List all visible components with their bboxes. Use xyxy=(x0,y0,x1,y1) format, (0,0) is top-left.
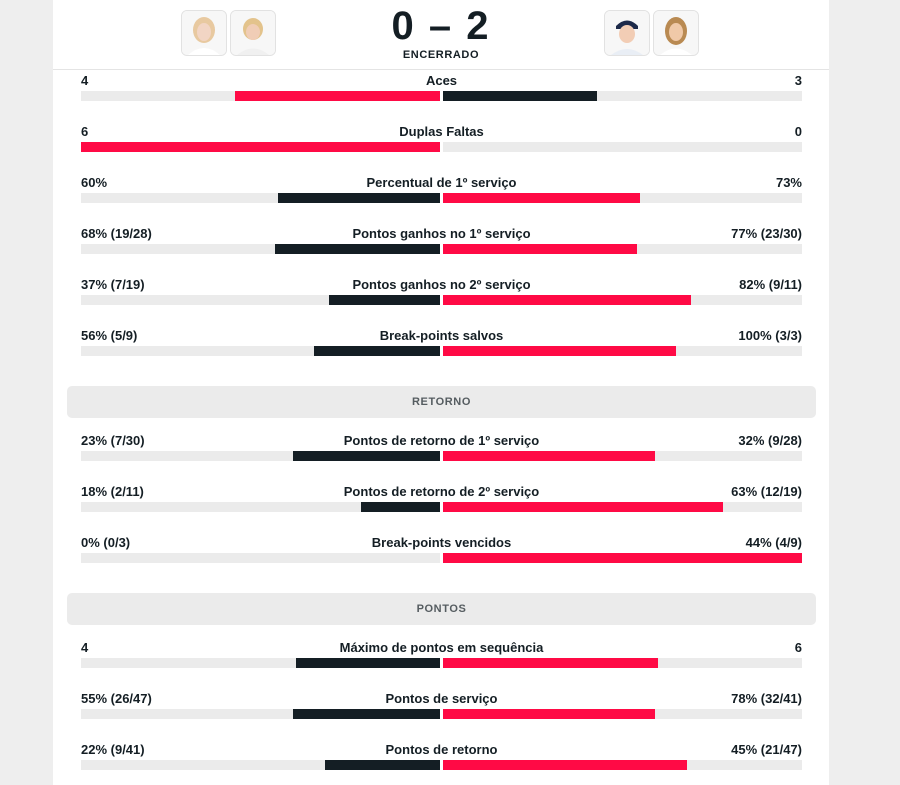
stat-left-value: 37% (7/19) xyxy=(81,277,145,292)
stat-right-value: 32% (9/28) xyxy=(738,433,802,448)
stat-left-track xyxy=(81,553,440,563)
stat-left-track xyxy=(81,760,440,770)
stat-name: Break-points salvos xyxy=(379,328,504,343)
stat-left-bar xyxy=(293,451,440,461)
stat-left-bar xyxy=(361,502,440,512)
stat-right-value: 6 xyxy=(794,640,802,655)
stat-right-value: 44% (4/9) xyxy=(745,535,802,550)
stat-left-track xyxy=(81,502,440,512)
stat-left-bar xyxy=(325,760,440,770)
stat-right-bar xyxy=(443,91,597,101)
match-score: 0 – 2 xyxy=(391,4,491,48)
stat-left-bar xyxy=(275,244,440,254)
section-header: RETORNO xyxy=(67,386,816,418)
stat-right-track xyxy=(443,553,802,563)
stat-right-value: 77% (23/30) xyxy=(731,226,802,241)
stat-row xyxy=(81,742,802,782)
stat-name: Pontos de retorno de 1º serviço xyxy=(343,433,540,448)
stat-right-bar xyxy=(443,244,637,254)
stat-right-bar xyxy=(443,451,655,461)
stat-left-bar xyxy=(296,658,440,668)
stat-right-track xyxy=(443,91,802,101)
stat-left-value: 6 xyxy=(81,124,89,139)
stat-right-track xyxy=(443,451,802,461)
stat-right-track xyxy=(443,295,802,305)
stat-name: Pontos de retorno de 2º serviço xyxy=(343,484,540,499)
stat-left-bar xyxy=(235,91,440,101)
stat-right-bar xyxy=(443,658,658,668)
stat-right-bar xyxy=(443,193,640,203)
player-avatar[interactable] xyxy=(653,10,699,56)
stat-left-bar xyxy=(278,193,440,203)
stat-right-value: 100% (3/3) xyxy=(738,328,802,343)
stat-row xyxy=(81,640,802,680)
stat-left-bar xyxy=(314,346,440,356)
stat-row xyxy=(81,691,802,731)
stat-left-track xyxy=(81,193,440,203)
stat-right-value: 45% (21/47) xyxy=(731,742,802,757)
stat-right-value: 3 xyxy=(794,73,802,88)
match-status: ENCERRADO xyxy=(402,49,480,61)
stat-left-track xyxy=(81,346,440,356)
stat-left-value: 4 xyxy=(81,640,89,655)
stat-left-bar xyxy=(81,142,440,152)
stat-right-bar xyxy=(443,346,676,356)
stat-name: Pontos ganhos no 2º serviço xyxy=(352,277,531,292)
stat-right-track xyxy=(443,142,802,152)
stat-row xyxy=(81,433,802,473)
stat-row xyxy=(81,277,802,317)
stat-row xyxy=(81,124,802,164)
stat-name: Pontos de retorno xyxy=(385,742,498,757)
stat-name: Pontos ganhos no 1º serviço xyxy=(352,226,531,241)
stat-right-track xyxy=(443,709,802,719)
stat-right-track xyxy=(443,244,802,254)
stat-row xyxy=(81,484,802,524)
stat-name: Duplas Faltas xyxy=(399,124,484,139)
stat-name: Break-points vencidos xyxy=(371,535,512,550)
stat-right-value: 63% (12/19) xyxy=(731,484,802,499)
stat-left-value: 55% (26/47) xyxy=(81,691,152,706)
stat-left-track xyxy=(81,709,440,719)
stat-left-track xyxy=(81,91,440,101)
stat-row xyxy=(81,73,802,113)
stat-left-track xyxy=(81,295,440,305)
player-avatar[interactable] xyxy=(604,10,650,56)
player-avatar-icon xyxy=(654,11,698,55)
stat-name: Percentual de 1º serviço xyxy=(366,175,517,190)
stat-right-value: 78% (32/41) xyxy=(731,691,802,706)
stat-name: Aces xyxy=(425,73,458,88)
stat-left-bar xyxy=(293,709,440,719)
stat-right-track xyxy=(443,658,802,668)
stat-right-value: 0 xyxy=(794,124,802,139)
stat-right-track xyxy=(443,760,802,770)
stat-left-value: 60% xyxy=(81,175,108,190)
stat-row xyxy=(81,175,802,215)
stat-left-track xyxy=(81,451,440,461)
stat-row xyxy=(81,535,802,575)
stat-name: Máximo de pontos em sequência xyxy=(339,640,544,655)
match-header xyxy=(53,0,829,70)
stat-name: Pontos de serviço xyxy=(385,691,498,706)
stat-left-value: 22% (9/41) xyxy=(81,742,145,757)
stat-right-bar xyxy=(443,760,687,770)
stat-left-value: 18% (2/11) xyxy=(81,484,144,499)
stat-row xyxy=(81,226,802,266)
stat-right-value: 73% xyxy=(775,175,802,190)
stat-right-bar xyxy=(443,553,802,563)
stat-right-bar xyxy=(443,295,691,305)
stat-row xyxy=(81,328,802,368)
stat-right-track xyxy=(443,346,802,356)
section-header: PONTOS xyxy=(67,593,816,625)
stat-left-value: 23% (7/30) xyxy=(81,433,145,448)
stat-left-value: 0% (0/3) xyxy=(81,535,131,550)
stat-right-bar xyxy=(443,502,723,512)
stat-left-bar xyxy=(329,295,440,305)
stat-left-value: 56% (5/9) xyxy=(81,328,138,343)
stat-left-value: 4 xyxy=(81,73,89,88)
stat-left-track xyxy=(81,658,440,668)
match-stats-panel xyxy=(53,0,829,785)
stat-left-track xyxy=(81,244,440,254)
stat-right-value: 82% (9/11) xyxy=(739,277,802,292)
stat-right-bar xyxy=(443,709,655,719)
stat-left-value: 68% (19/28) xyxy=(81,226,152,241)
stat-left-track xyxy=(81,142,440,152)
stat-right-track xyxy=(443,193,802,203)
player-avatar-icon xyxy=(605,11,649,55)
stat-right-track xyxy=(443,502,802,512)
